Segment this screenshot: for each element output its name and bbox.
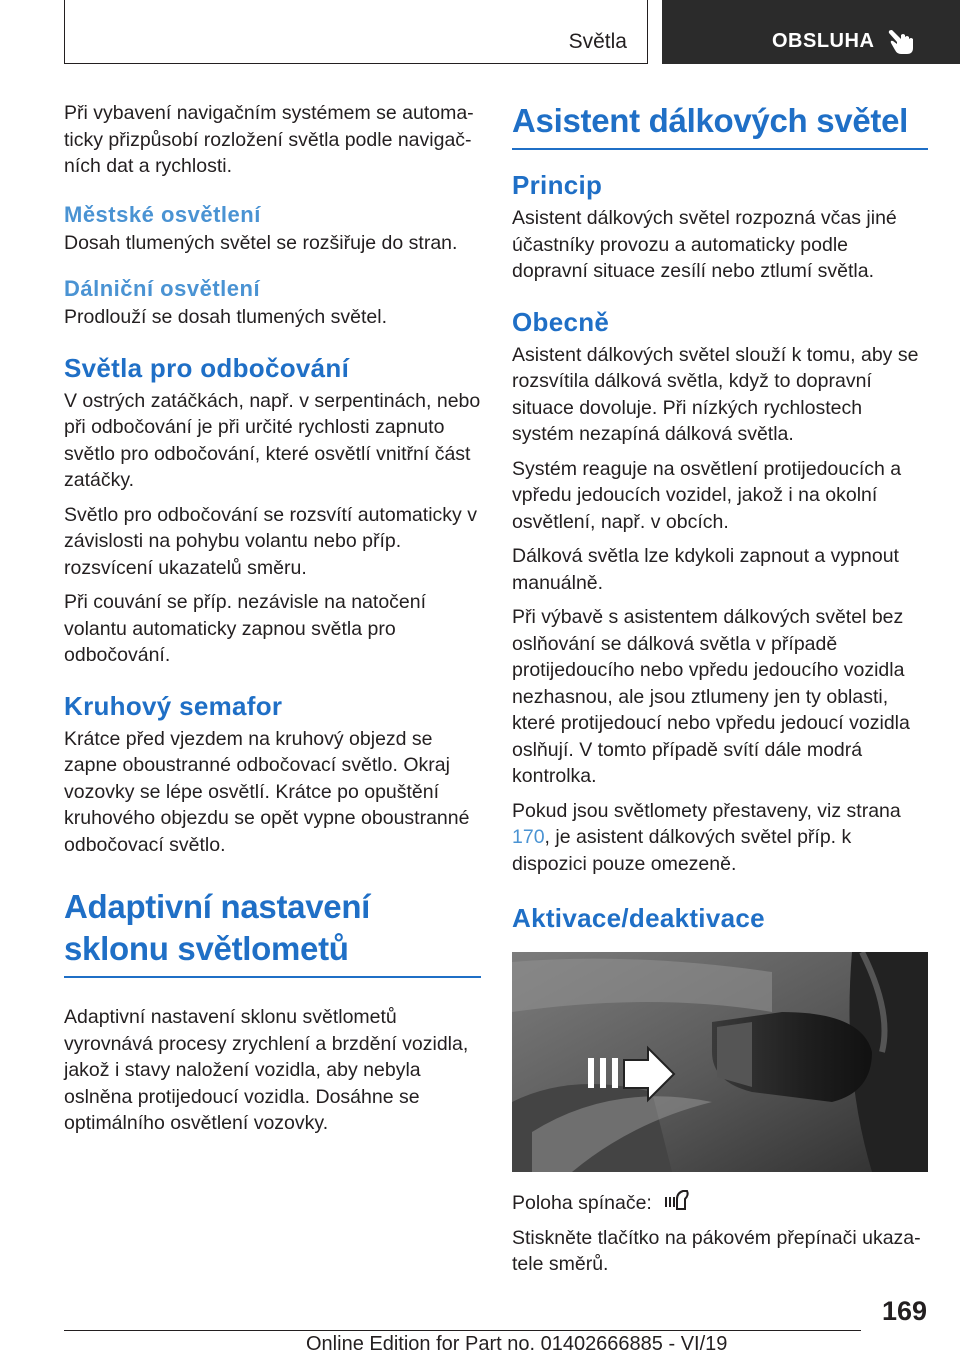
footer-divider <box>64 1330 861 1331</box>
intro-paragraph: Při vybavení navigačním systémem se automaticky přizpůsobí rozložení světla podle navigačních dat a rychlosti. <box>64 102 474 177</box>
heading-obecne: Obecně <box>512 306 610 337</box>
lever-push-icon <box>663 1189 691 1213</box>
heading-dalnicni: Dálniční osvětlení <box>64 276 261 301</box>
odbocovani-paragraph-3: Při couvání se příp. nezávisle na natočení volantu automaticky zapnou světla pro odbočování. <box>64 591 427 666</box>
adaptivni-paragraph: Adaptivní nastavení sklonu světlometů vyrovnává procesy zrychlení a brzdění vozidla, jakož i stavy naložení vozidla, aby nebyla oslněna protijedoucí vozidla. Dosáhne se optimálního osvětlení vozovky. <box>64 1006 469 1134</box>
heading-aktivace: Aktivace/deaktivace <box>512 903 765 933</box>
header-section-box <box>64 0 648 64</box>
princip-paragraph: Asistent dálkových světel rozpozná včas jiné účastníky provozu a automaticky podle dopravní situace zesílí nebo ztlumí světla. <box>512 207 897 282</box>
odbocovani-paragraph-1: V ostrých zatáčkách, např. v serpentinách, nebo při odbočování je při určité rychlosti zapnuto světlo pro odbočování, které osvětlí vnitřní část zatáčky. <box>64 389 481 491</box>
heading-adaptivni: Adaptivní nastavení sklonu světlometů <box>64 888 371 967</box>
kruhovy-paragraph: Krátce před vjezdem na kruhový objezd se zapne oboustranné odbočovací světlo. Okraj vozovky se lépe osvětlí. Krátce po opuštění kruhového objezdu se opět vypne oboustranné odbočovací světlo. <box>64 727 470 856</box>
page-reference-link[interactable]: 170 <box>512 826 545 848</box>
pointing-hand-icon <box>886 26 920 56</box>
heading-odbocovani: Světla pro odbočování <box>64 352 350 383</box>
section-title: Světla <box>568 30 627 53</box>
heading-kruhovy: Kruhový semafor <box>64 690 283 721</box>
chapter-tab <box>662 0 960 64</box>
mestske-paragraph: Dosah tlumených světel se rozšiřuje do stran. <box>64 231 458 254</box>
heading-mestske: Městské osvětlení <box>64 201 261 227</box>
heading-asistent: Asistent dálkových světel <box>512 102 909 139</box>
press-instruction: Stiskněte tlačítko na pákovém přepínači ukazatele směrů. <box>512 1226 921 1275</box>
obecne-paragraph-1: Asistent dálkových světel slouží k tomu, aby se rozsvítila dálková světla, když to dopravní situace dovoluje. Při nízkých rychlostech systém nezapíná dálková světla. <box>512 343 919 445</box>
switch-position-line <box>512 1189 928 1217</box>
odbocovani-paragraph-2: Světlo pro odbočování se rozsvítí automaticky v závislosti na pohybu volantu nebo příp. rozsvícení ukazatelů směru. <box>64 503 477 579</box>
obecne-p5-text-b: , je asistent dálkových světel příp. k dispozici pouze omezeně. <box>512 826 852 875</box>
switch-position-label: Poloha spínače: <box>512 1192 652 1214</box>
page-number: 169 <box>881 1296 927 1326</box>
obecne-paragraph-3: Dálková světla lze kdykoli zapnout a vypnout manuálně. <box>512 545 899 594</box>
turn-signal-lever-image <box>512 952 928 1172</box>
heading-princip: Princip <box>512 170 603 200</box>
dalnicni-paragraph: Prodlouží se dosah tlumených světel. <box>64 306 388 328</box>
obecne-paragraph-4: Při výbavě s asistentem dálkových světel bez oslňování se dálková světla v případě protijedoucího nebo vpředu jedoucího vozidla nezhasnou, ale jsou ztlumeny jen ty oblasti, které protijedoucí nebo vpředu jedoucí vozidla oslňují. V tomto případě svítí dále modrá kontrolka. <box>512 606 910 787</box>
obecne-p5-text-a: Pokud jsou světlomety přestaveny, viz strana <box>512 799 901 822</box>
obecne-paragraph-5 <box>512 798 928 878</box>
chapter-title: OBSLUHA <box>772 30 875 52</box>
obecne-paragraph-2: Systém reaguje na osvětlení protijedoucích a vpředu jedoucích vozidel, jakož i na okolní osvětlení, např. v obcích. <box>512 457 902 533</box>
edition-text: Online Edition for Part no. 01402666885 - VI/19 <box>306 1333 728 1355</box>
